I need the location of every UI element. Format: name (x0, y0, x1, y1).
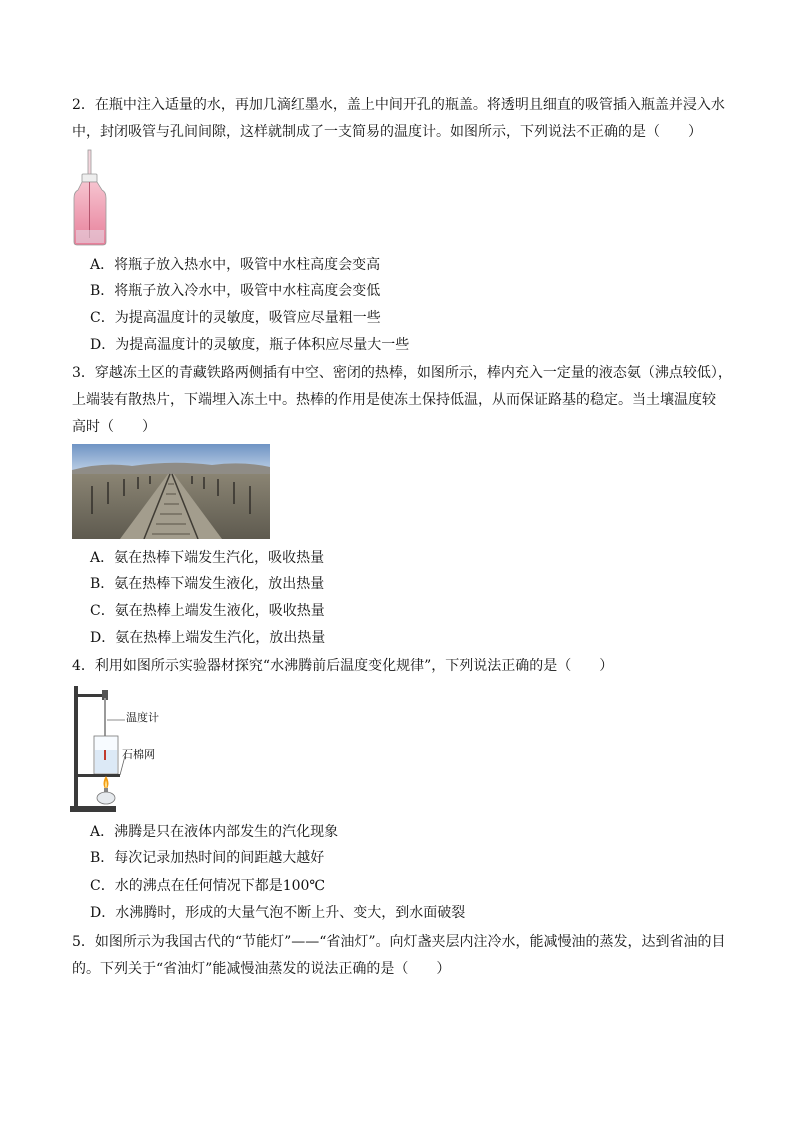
q5-stem-line-1: 5．如图所示为我国古代的“节能灯”——“省油灯”。向灯盏夹层内注冷水，能减慢油的蒸发，达到省油的目 (72, 934, 726, 950)
q3-option-b: B．氨在热棒下端发生液化，放出热量 (90, 576, 325, 592)
q3-option-d: D．氨在热棒上端发生汽化，放出热量 (90, 630, 326, 646)
q4-option-a: A．沸腾是只在液体内部发生的汽化现象 (90, 824, 339, 840)
q3-stem-line-3: 高时（ ） (72, 419, 156, 435)
thermometer-label: 温度计 (126, 711, 159, 724)
q4-stem-line-1: 4．利用如图所示实验器材探究“水沸腾前后温度变化规律”，下列说法正确的是（ ） (72, 658, 614, 674)
q3-stem-line-2: 上端装有散热片，下端埋入冻土中。热棒的作用是使冻土保持低温，从而保证路基的稳定。当土壤温度较 (72, 392, 716, 408)
q2-option-d: D．为提高温度计的灵敏度，瓶子体积应尽量大一些 (90, 337, 410, 353)
q2-option-c: C．为提高温度计的灵敏度，吸管应尽量粗一些 (90, 310, 381, 326)
q4-option-b: B．每次记录加热时间的间距越大越好 (90, 850, 325, 866)
bottle-thermometer-figure (70, 148, 110, 248)
q3-stem-line-1: 3．穿越冻土区的青藏铁路两侧插有中空、密闭的热棒，如图所示，棒内充入一定量的液态氨（沸点较低）， (72, 365, 732, 381)
q2-stem-line-1: 2．在瓶中注入适量的水，再加几滴红墨水，盖上中间开孔的瓶盖。将透明且细直的吸管插入瓶盖并浸入水 (72, 97, 725, 113)
q5-stem-line-2: 的。下列关于“省油灯”能减慢油蒸发的说法正确的是（ ） (72, 961, 451, 977)
q2-stem-line-2: 中，封闭吸管与孔间间隙，这样就制成了一支简易的温度计。如图所示，下列说法不正确的是（ ） (72, 124, 702, 140)
q4-option-c: C．水的沸点在任何情况下都是100℃ (90, 878, 326, 894)
q2-option-a: A．将瓶子放入热水中，吸管中水柱高度会变高 (90, 257, 381, 273)
boiling-apparatus-figure (70, 684, 170, 814)
asbestos-net-label: 石棉网 (122, 748, 155, 761)
railway-photo-figure (72, 444, 270, 539)
q4-option-d: D．水沸腾时，形成的大量气泡不断上升、变大，到水面破裂 (90, 905, 466, 921)
q3-option-c: C．氨在热棒上端发生液化，吸收热量 (90, 603, 325, 619)
q3-option-a: A．氨在热棒下端发生汽化，吸收热量 (90, 550, 325, 566)
q2-option-b: B．将瓶子放入冷水中，吸管中水柱高度会变低 (90, 283, 381, 299)
